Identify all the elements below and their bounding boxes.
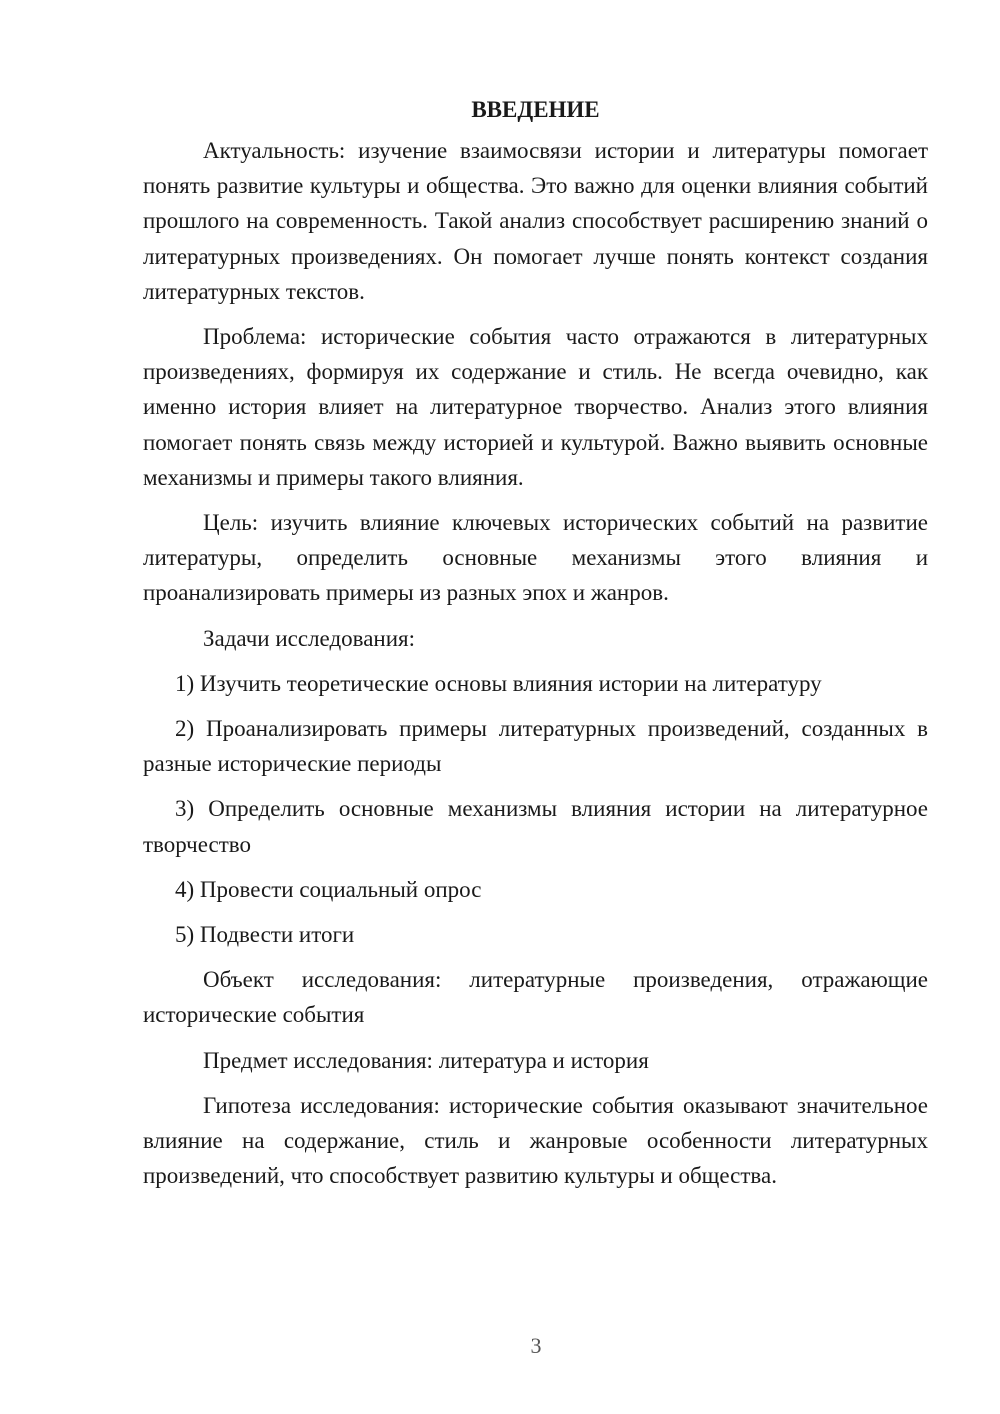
section-title: ВВЕДЕНИЕ [471, 97, 600, 122]
page-content [143, 92, 928, 1203]
tasks-heading: Задачи исследования: [203, 625, 416, 651]
task-item: 3) Определить основные механизмы влияния истории на литературное творчество [143, 796, 928, 857]
subject-paragraph: Предмет исследования: литература и история [203, 1047, 649, 1073]
problem-paragraph: Проблема: исторические события часто отражаются в литературных произведениях, формируя их содержание и стиль. Не всегда очевидно, как именно история влияет на литературное творчество. Анализ этого влияния помогает понять связь между историей и культурой. Важно выявить основные механизмы и примеры такого влияния. [143, 324, 928, 490]
task-item: 5) Подвести итоги [175, 922, 355, 948]
object-paragraph: Объект исследования: литературные произведения, отражающие исторические события [143, 967, 928, 1028]
task-item: 2) Проанализировать примеры литературных произведений, созданных в разные исторические периоды [143, 716, 928, 777]
hypothesis-paragraph: Гипотеза исследования: исторические события оказывают значительное влияние на содержание, стиль и жанровые особенности литературных произведений, что способствует развитию культуры и общества. [143, 1092, 928, 1189]
relevance-paragraph: Актуальность: изучение взаимосвязи истории и литературы помогает понять развитие культуры и общества. Это важно для оценки влияния событий прошлого на современность. Такой анализ способствует расширению знаний о литературных произведениях. Он помогает лучше понять контекст создания литературных текстов. [143, 138, 928, 304]
task-item: 1) Изучить теоретические основы влияния истории на литературу [175, 670, 822, 696]
task-item: 4) Провести социальный опрос [175, 876, 482, 902]
page-number: 3 [530, 1333, 542, 1358]
goal-paragraph: Цель: изучить влияние ключевых исторических событий на развитие литературы, определить основные механизмы этого влияния и проанализировать примеры из разных эпох и жанров. [143, 510, 928, 606]
